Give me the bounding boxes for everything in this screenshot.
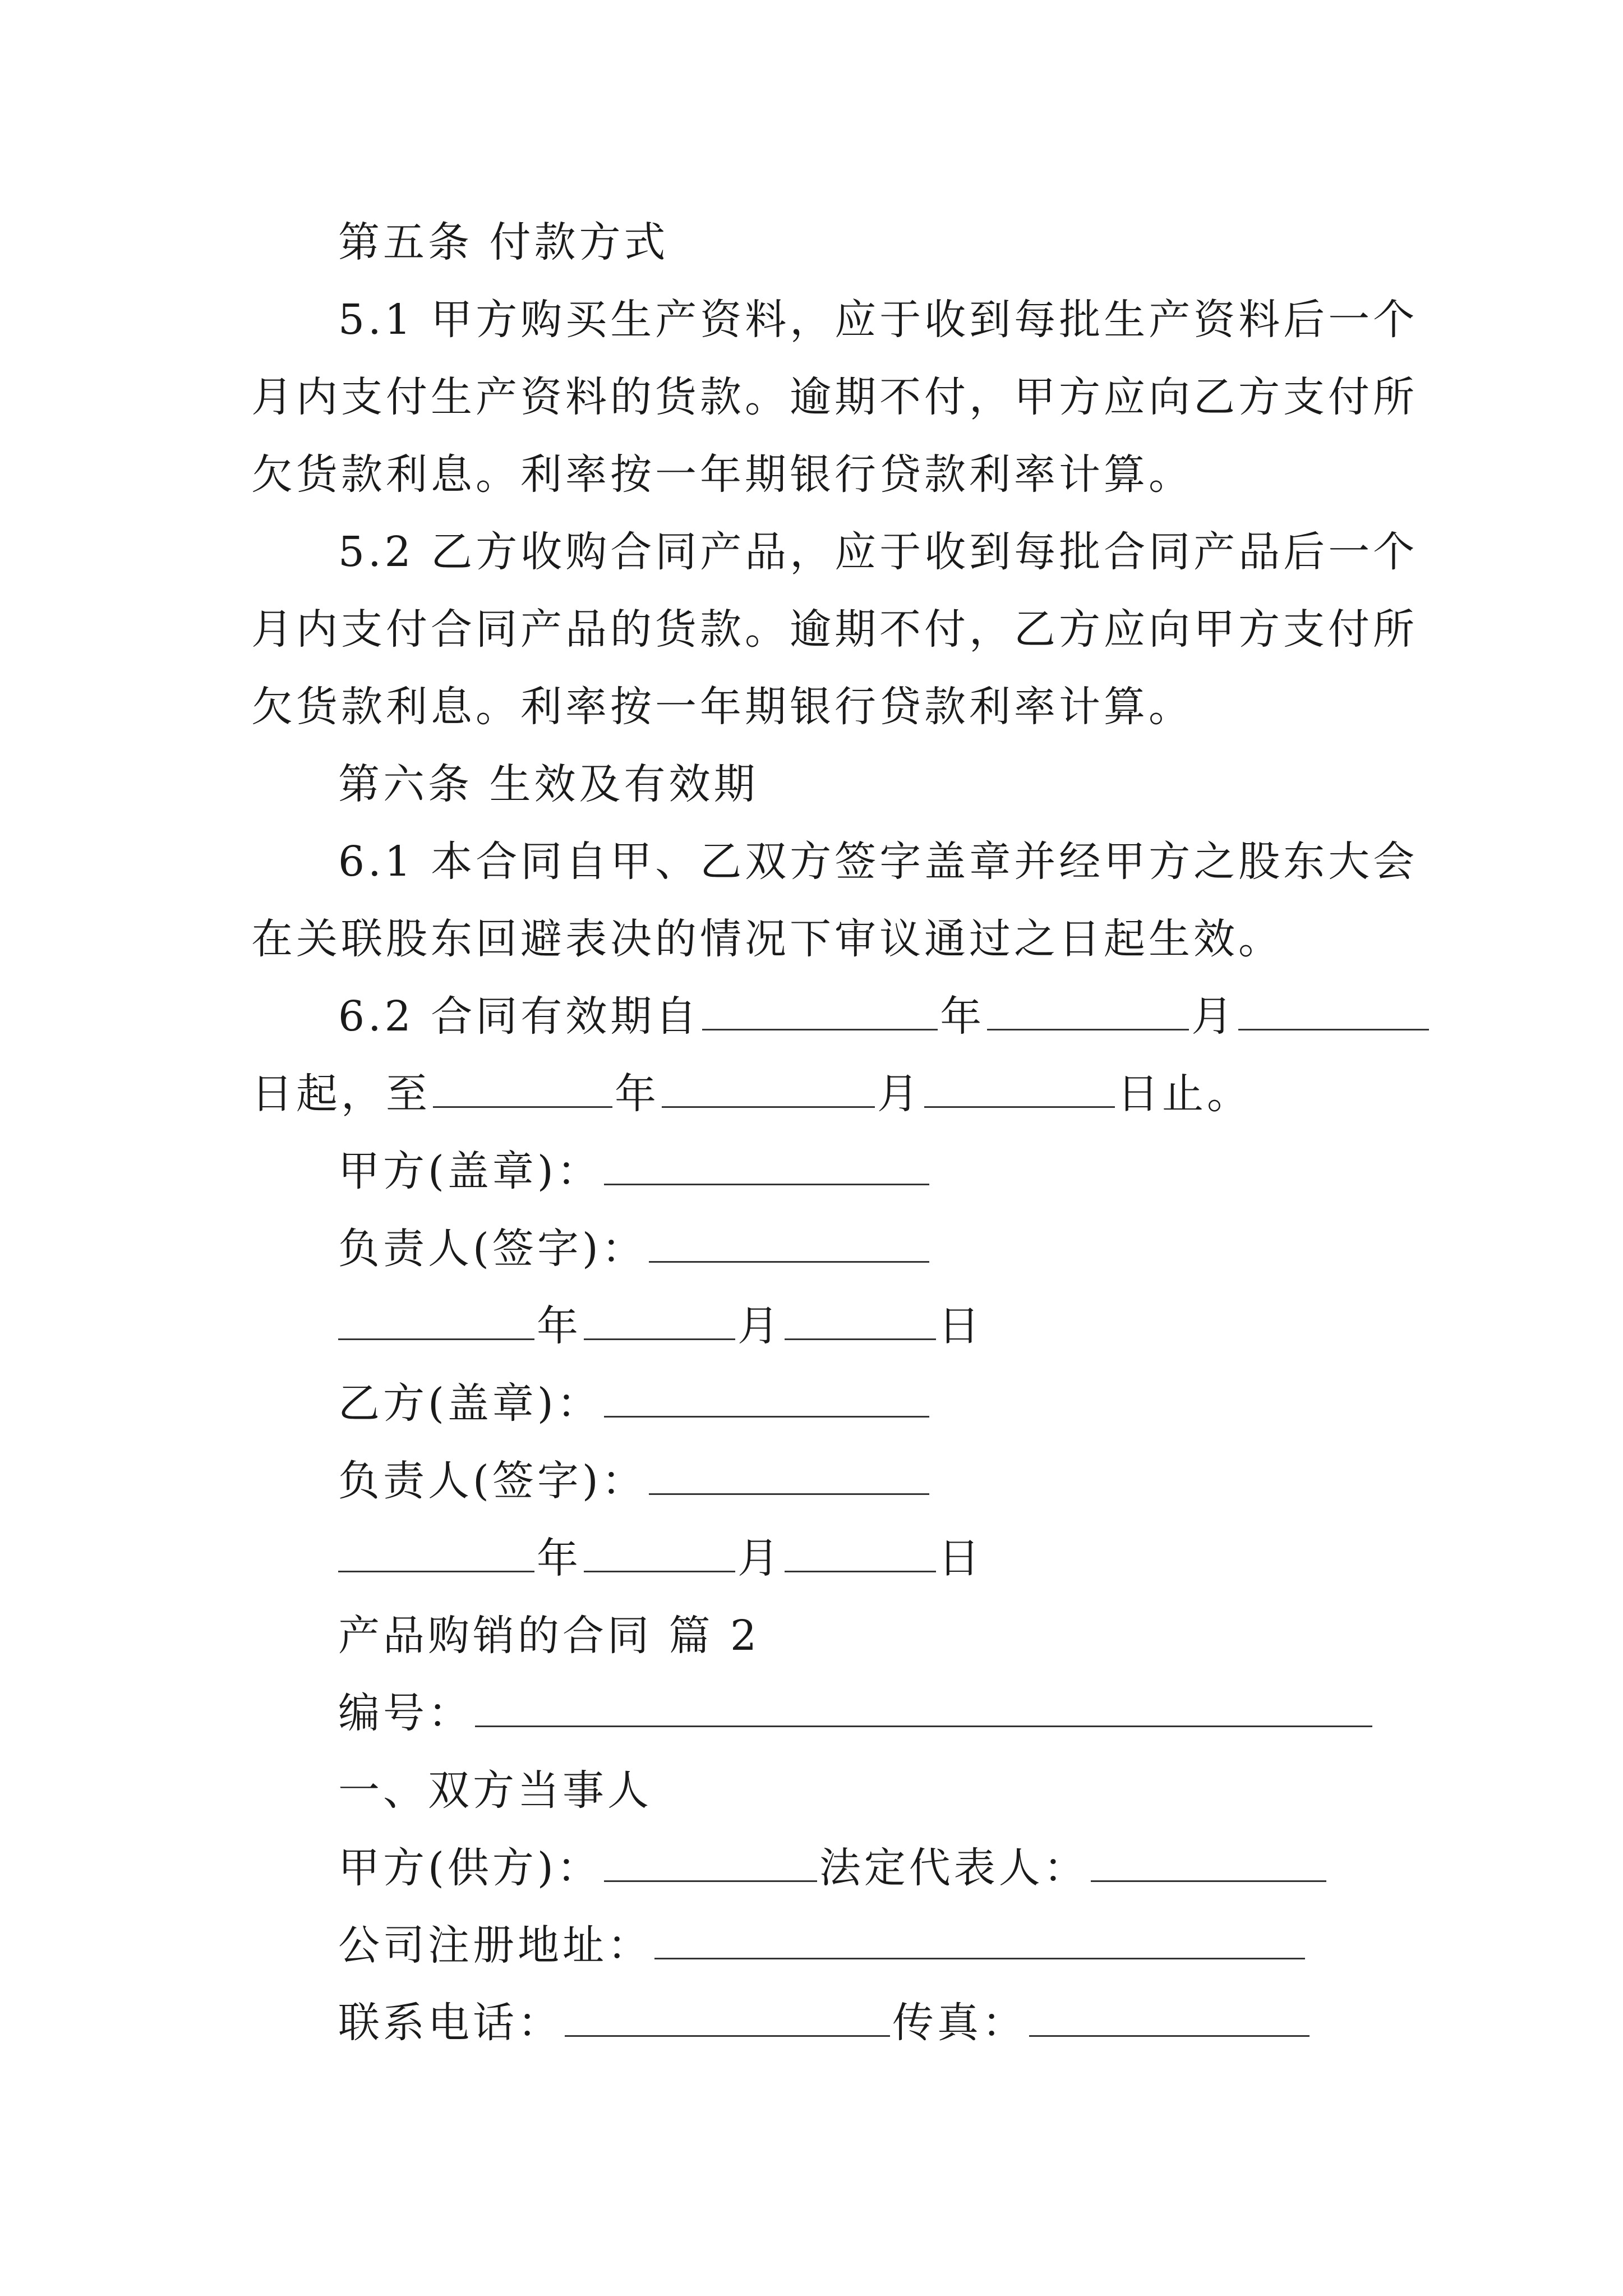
party-a-seal-line: 甲方(盖章)：	[338, 1132, 1384, 1211]
phone-blank[interactable]	[565, 1996, 890, 2037]
clause-5-1-line-3: 欠货款利息。利率按一年期银行贷款利率计算。	[251, 450, 1193, 499]
fax-blank[interactable]	[1029, 1996, 1310, 2037]
contract-number-blank[interactable]	[475, 1686, 1372, 1727]
party-b-seal-blank[interactable]	[604, 1377, 929, 1418]
party-a-seal-blank[interactable]	[604, 1144, 929, 1185]
clause-5-2-line-3: 欠货款利息。利率按一年期银行贷款利率计算。	[251, 683, 1193, 731]
end-year-blank[interactable]	[433, 1067, 612, 1108]
party-a-year-blank[interactable]	[338, 1299, 534, 1340]
start-year-blank[interactable]	[702, 990, 938, 1030]
party-b-seal-line: 乙方(盖章)：	[338, 1364, 1384, 1443]
address-blank[interactable]	[654, 1918, 1305, 1959]
end-day-blank[interactable]	[924, 1067, 1115, 1108]
contract-number-line: 编号：	[338, 1674, 1384, 1752]
contract-2-title: 产品购销的合同 篇 2	[338, 1612, 760, 1660]
party-a-date-line: 年 月 日	[338, 1287, 1384, 1365]
article-6-heading: 第六条 生效及有效期	[338, 760, 759, 808]
party-b-date-line: 年 月 日	[338, 1519, 1384, 1598]
clause-6-1-line-1: 6.1 本合同自甲、乙双方签字盖章并经甲方之股东大会	[338, 838, 1418, 886]
party-b-month-blank[interactable]	[584, 1531, 735, 1572]
clause-5-1-line-1: 5.1 甲方购买生产资料，应于收到每批生产资料后一个	[338, 296, 1418, 344]
party-a-signer-line: 负责人(签字)：	[338, 1209, 1384, 1288]
supplier-blank[interactable]	[604, 1841, 817, 1882]
end-month-blank[interactable]	[662, 1067, 875, 1108]
address-line: 公司注册地址：	[338, 1906, 1384, 1985]
clause-6-2-prefix: 6.2 合同有效期自	[338, 992, 700, 1041]
section-1-heading: 一、双方当事人	[338, 1766, 652, 1815]
party-a-day-blank[interactable]	[785, 1299, 936, 1340]
clause-6-2-line-1: 6.2 合同有效期自 年 月	[338, 977, 1384, 1056]
party-b-signer-line: 负责人(签字)：	[338, 1442, 1384, 1520]
party-b-signer-blank[interactable]	[649, 1454, 929, 1495]
clause-6-1-line-2: 在关联股东回避表决的情况下审议通过之日起生效。	[251, 915, 1283, 963]
clause-5-1-line-2: 月内支付生产资料的货款。逾期不付，甲方应向乙方支付所	[251, 373, 1418, 421]
start-month-blank[interactable]	[987, 990, 1189, 1030]
party-b-year-blank[interactable]	[338, 1531, 534, 1572]
clause-6-2-line-2: 日起，至 年 月 日止。	[251, 1055, 1384, 1133]
legal-rep-blank[interactable]	[1091, 1841, 1326, 1882]
supplier-line: 甲方(供方)： 法定代表人：	[338, 1829, 1384, 1907]
party-b-day-blank[interactable]	[785, 1531, 936, 1572]
clause-5-2-line-2: 月内支付合同产品的货款。逾期不付，乙方应向甲方支付所	[251, 605, 1418, 654]
party-a-signer-blank[interactable]	[649, 1222, 929, 1263]
start-day-blank[interactable]	[1238, 990, 1429, 1030]
article-5-heading: 第五条 付款方式	[338, 218, 669, 266]
contact-line: 联系电话： 传真：	[338, 1984, 1384, 2062]
party-a-month-blank[interactable]	[584, 1299, 735, 1340]
clause-5-2-line-1: 5.2 乙方收购合同产品，应于收到每批合同产品后一个	[338, 528, 1418, 576]
